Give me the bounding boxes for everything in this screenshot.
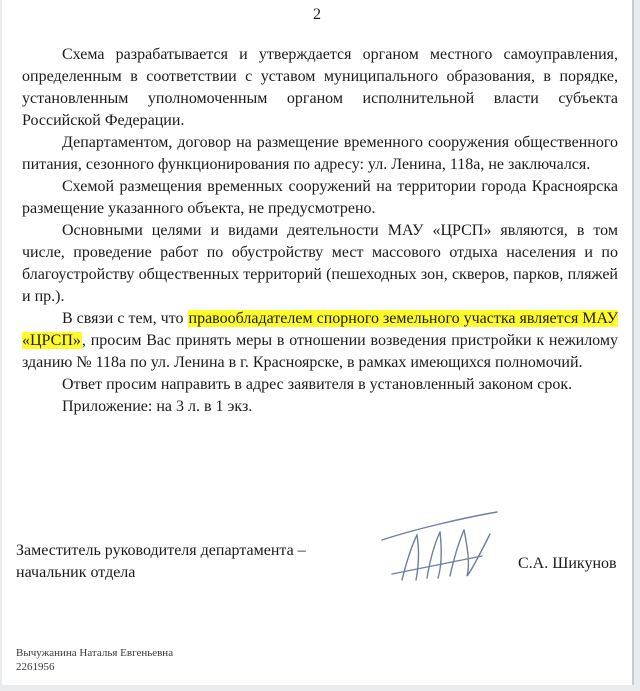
- paragraph-scheme: Схема разрабатывается и утверждается органом местного самоуправления, определенным в соответствии с уставом муниципального образования, в порядке, установленным уполномоченным органом исполнительной власти субъекта Российской Федерации.: [22, 46, 618, 129]
- executor-name: Вычужанина Наталья Евгеньевна: [16, 647, 174, 659]
- paragraph-reply: Ответ просим направить в адрес заявителя в установленный законом срок.: [62, 376, 573, 393]
- highlighted-text: правообладателем спорного земельного участка является МАУ «ЦРСП»: [22, 310, 619, 349]
- page-number: 2: [313, 6, 321, 23]
- letter-body: [22, 44, 618, 418]
- position-line-2: начальник отдела: [16, 564, 136, 581]
- executor-info: [16, 646, 173, 674]
- paragraph-attachment: Приложение: на 3 л. в 1 экз.: [62, 398, 253, 415]
- paragraph-goals: Основными целями и видами деятельности МАУ «ЦРСП» являются, в том числе, проведение работ по обустройству мест массового отдыха населения и по благоустройству общественных территорий (пешеходных зон, скверов, парков, пляжей и пр.).: [22, 222, 618, 305]
- paragraph-contract: Департаментом, договор на размещение временного сооружения общественного питания, сезонного функционирования по адресу: ул. Ленина, 118а, не заключался.: [22, 134, 618, 173]
- request-tail-text: , просим Вас принять меры в отношении возведения пристройки к нежилому зданию № 118а по ул. Ленина в г. Красноярске, в рамках имеющихся полномочий.: [22, 332, 618, 371]
- paragraph-placement: Схемой размещения временных сооружений на территории города Красноярска размещение указанного объекта, не предусмотрено.: [22, 178, 618, 217]
- executor-phone: 2261956: [16, 661, 55, 673]
- request-lead-text: В связи с тем, что: [62, 310, 188, 327]
- position-line-1: Заместитель руководителя департамента –: [16, 542, 306, 559]
- paragraph-request: [22, 308, 618, 374]
- document-page: [2, 0, 634, 685]
- signature-position: [16, 540, 306, 584]
- signer-name: С.А. Шикунов: [518, 555, 617, 572]
- handwritten-signature: [372, 510, 502, 590]
